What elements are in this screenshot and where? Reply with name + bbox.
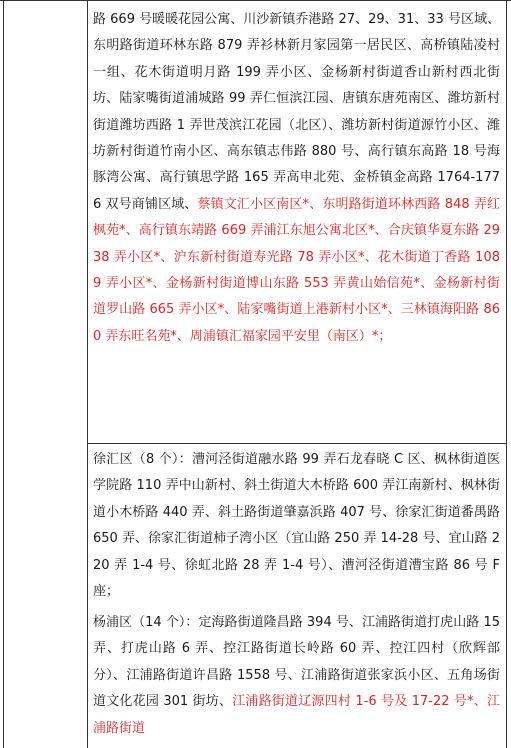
paragraph-text-highlight: 蔡镇文汇小区南区*、东明路街道环林西路 848 弄红枫苑*、高行镇东靖路 669 弄浦江东旭公寓北区*、合庆镇华夏东路 2938 弄小区*、沪东新村街道寿光路 78 弄小区*、花木街道丁香路 1089 弄小区*、金杨新村街道博山东路 553 弄黄山始信苑*、金杨新村街道罗山路 665 弄小区*、陆家嘴街道上港新村小区*、三林镇海阳路 860 弄东旺名苑*、周浦镇汇福家园平安里（南区）*； bbox=[93, 196, 501, 344]
paragraph-xuhui bbox=[93, 447, 500, 605]
paragraph-yangpu bbox=[93, 610, 500, 742]
paragraph-text-highlight: 江浦路街道辽源四村 1-6 号及 17-22 号*、江浦路街道 bbox=[93, 694, 501, 736]
left-border-line bbox=[3, 1, 4, 748]
paragraph-text: 杨浦区（14 个）：定海路街道隆昌路 394 号、江浦路街道打虎山路 15 弄、打虎山路 6 弄、控江路街道长岭路 60 弄、控江四村（欣辉部分）、江浦路街道许昌路 1558 号、江浦路街道张家浜小区、五角场街道文化花园 301 街坊、 bbox=[93, 615, 500, 710]
right-border-line bbox=[506, 1, 507, 748]
paragraph-pudong-continued bbox=[93, 7, 500, 350]
content-column bbox=[87, 1, 506, 748]
row-divider bbox=[87, 443, 506, 444]
paragraph-text: 路 669 号暖暖花园公寓、川沙新镇乔港路 27、29、31、33 号区域、东明路街道环林东路 879 弄衫林新月家园第一居民区、高桥镇陆凌村一组、花木街道明月路 199 弄小区、金杨新村街道香山新村西北街坊、陆家嘴街道浦城路 99 弄仁恒滨江园、唐镇东唐苑南区、潍坊新村街道潍坊西路 1 弄世茂滨江花园（北区）、潍坊新村街道源竹小区、潍坊新村街道竹南小区、高东镇志伟路 880 号、高行镇东高路 18 号海豚湾公寓、高行镇思学路 165 弄高申北苑、金桥镇金高路 1764-1776 双号商铺区域、 bbox=[93, 12, 500, 212]
left-column bbox=[0, 1, 88, 748]
paragraph-text: 徐汇区（8 个）：漕河泾街道融水路 99 弄石龙春晓 C 区、枫林街道医学院路 110 弄中山新村、斜土街道大木桥路 600 弄江南新村、枫林街道小木桥路 440 弄、斜土路街道肇嘉浜路 407 号、徐家汇街道番禺路 650 弄、徐家汇街道柿子湾小区（宜山路 250 弄 14-28 号、宜山路 220 弄 1-4 号、徐虹北路 28 弄 1-4 号）、漕河泾街道漕宝路 86 号 F 座； bbox=[93, 452, 500, 600]
